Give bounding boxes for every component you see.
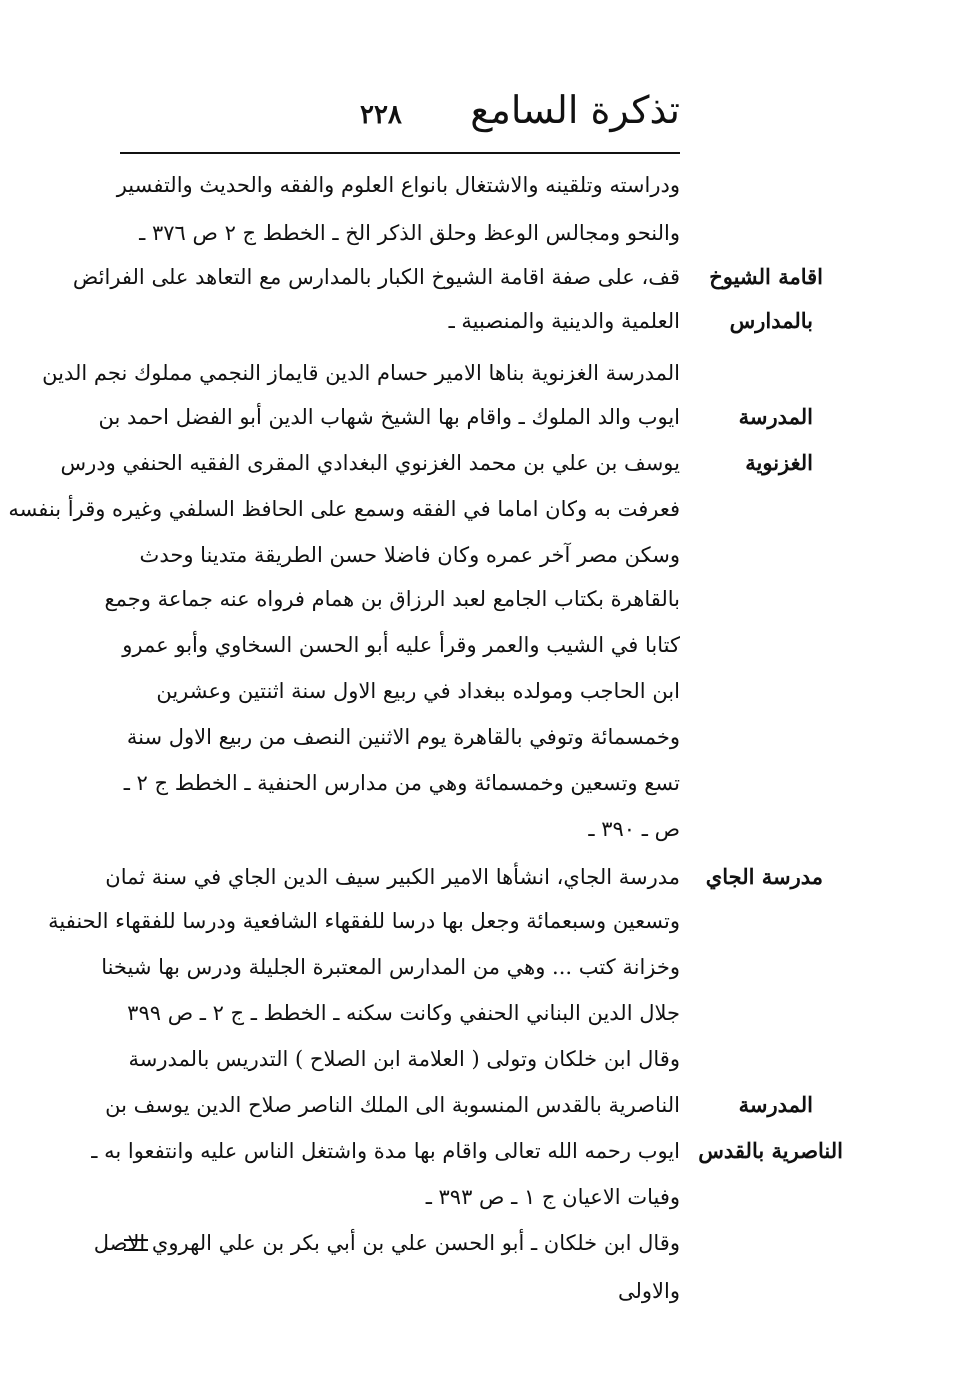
body-line: الناصرية بالقدس المنسوبة الى الملك الناصر صلاح الدين يوسف بن [105, 1093, 680, 1117]
body-line: والنحو ومجالس الوعظ وحلق الذكر الخ ـ الخطط ج ٢ ص ٣٧٦ ـ [139, 221, 680, 245]
margin-note: المدرسة [738, 1092, 813, 1117]
body-line: ايوب والد الملوك ـ واقام بها الشيخ شهاب الدين أبو الفضل احمد بن [98, 405, 680, 429]
body-line: تسع وتسعين وخمسمائة وهي من مدارس الحنفية ـ الخطط ج ٢ ـ [123, 771, 680, 795]
body-line: وسكن مصر آخر عمره وكان فاضلا حسن الطريقة متدينا وحدث [139, 543, 680, 567]
body-line: ودراسته وتلقينه والاشتغال بانواع العلوم والفقه والحديث والتفسير [116, 173, 680, 197]
body-line: بالقاهرة بكتاب الجامع لعبد الرزاق بن همام فرواه عنه جماعة وجمع [104, 587, 680, 611]
body-line: فعرفت به وكان اماما في الفقه وسمع على الحافظ السلفي وغيره وقرأ بنفسه [8, 497, 680, 521]
body-line: ايوب رحمه الله تعالى واقام بها مدة واشتغل الناس عليه وانتفعوا به ـ [91, 1139, 680, 1163]
body-line: والاولى [618, 1279, 680, 1303]
margin-note: الناصرية بالقدس [698, 1138, 843, 1163]
body-line: وقال ابن خلكان وتولى ( العلامة ابن الصلاح ) التدريس بالمدرسة [128, 1047, 680, 1071]
body-line: وخزانة كتب ... وهي من المدارس المعتبرة الجليلة ودرس بها شيخنا [101, 955, 680, 979]
body-line: قف، على صفة اقامة الشيوخ الكبار بالمدارس مع التعاهد على الفرائض [72, 265, 680, 289]
margin-note: اقامة الشيوخ [709, 264, 823, 289]
margin-note: بالمدارس [729, 308, 813, 333]
margin-note: المدرسة [738, 404, 813, 429]
body-line: مدرسة الجاي، انشأها الامير الكبير سيف الدين الجاي في سنة ثمان [105, 865, 680, 889]
page-header [120, 88, 680, 148]
body-line: وتسعين وسبعمائة وجعل بها درسا للفقهاء الشافعية ودرسا للفقهاء الحنفية [48, 909, 680, 933]
body-line: وفيات الاعيان ج ١ ـ ص ٣٩٣ ـ [425, 1185, 680, 1209]
double-rule-mark [124, 1239, 148, 1251]
body-line: كتابا في الشيب والعمر وقرأ عليه أبو الحسن السخاوي وأبو عمرو [122, 633, 680, 657]
body-line: العلمية والدينية والمنصبية ـ [448, 309, 680, 333]
header-rule [120, 152, 680, 154]
page-number: ٢٢٨ [360, 100, 402, 130]
body-line: المدرسة الغزنوية بناها الامير حسام الدين قايماز النجمي مملوك نجم الدين [42, 361, 680, 385]
body-line: ابن الحاجب ومولده ببغداد في ربيع الاول سنة اثنتين وعشرين [156, 679, 680, 703]
margin-note: مدرسة الجاي [705, 864, 823, 889]
margin-note: الغزنوية [745, 450, 813, 475]
body-line: وقال ابن خلكان ـ أبو الحسن علي بن أبي بكر بن علي الهروي الاصل [93, 1231, 680, 1255]
body-line: جلال الدين البناني الحنفي وكانت سكنه ـ الخطط ـ ج ٢ ـ ص ٣٩٩ [127, 1001, 680, 1025]
body-line: يوسف بن علي بن محمد الغزنوي البغدادي المقرى الفقيه الحنفي ودرس [60, 451, 680, 475]
body-line: ص ـ ٣٩٠ ـ [588, 817, 680, 841]
running-title: تذكرة السامع [470, 88, 680, 132]
body-line: وخمسمائة وتوفي بالقاهرة يوم الاثنين النصف من ربيع الاول سنة [126, 725, 680, 749]
